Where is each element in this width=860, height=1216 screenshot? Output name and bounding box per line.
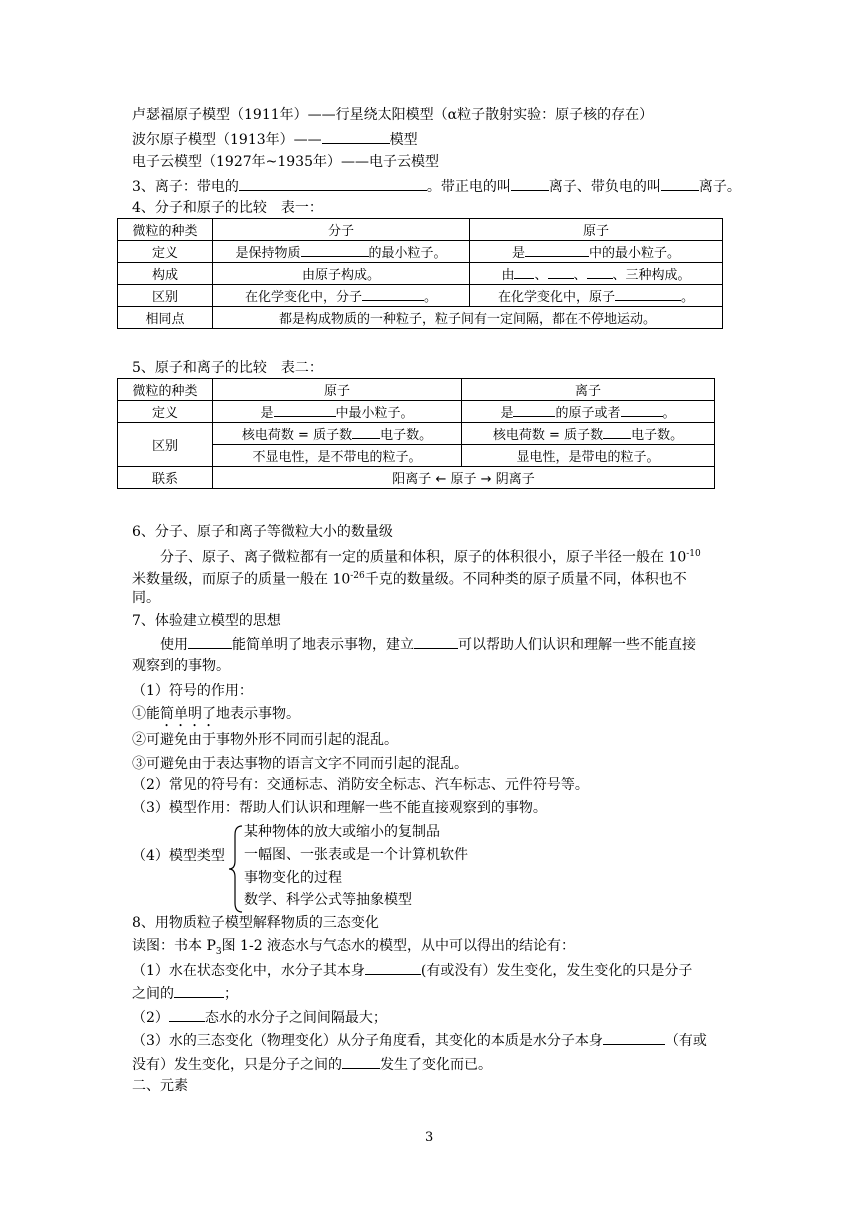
text-reading-figure: 读图：书本 $P_3$图 1-2 液态水与气态水的模型，从中可以得出的结论有： bbox=[132, 938, 576, 957]
table-cell: 阳离子 ← 原子 → 阴离子 bbox=[213, 467, 715, 489]
table-cell: 都是构成物质的一种粒子，粒子间有一定间隔，都在不停地运动。 bbox=[213, 307, 723, 329]
text-conclusion-1b: 之间的 ； bbox=[132, 983, 238, 1004]
text-model-type-3: 事物变化的过程 bbox=[244, 870, 342, 886]
brace-icon bbox=[228, 825, 244, 913]
text-conclusion-1: （1）水在状态变化中，水分子其本身 (有或没有）发生变化，发生变化的只是分子 bbox=[132, 960, 692, 981]
text-model-type-1: 某种物体的放大或缩小的复制品 bbox=[244, 824, 440, 840]
table-cell: 核电荷数 = 质子数 电子数。 bbox=[213, 423, 462, 445]
table-cell: 是 中的最小粒子。 bbox=[470, 241, 723, 263]
table-header: 原子 bbox=[213, 379, 462, 401]
table-header: 微粒的种类 bbox=[118, 379, 213, 401]
table-cell: 核电荷数 = 质子数 电子数。 bbox=[462, 423, 715, 445]
table-cell: 定义 bbox=[118, 241, 213, 263]
text-bohr-model: 波尔原子模型（1913年）—— 模型 bbox=[132, 129, 418, 150]
text-section7-p2: 观察到的事物。 bbox=[132, 658, 230, 674]
table-molecule-atom bbox=[117, 218, 723, 329]
text-model-types-label: （4）模型类型 bbox=[132, 848, 225, 864]
text-conclusion-3b: 没有）发生变化，只是分子之间的 发生了变化而已。 bbox=[132, 1054, 492, 1075]
text-symbol-function-title: （1）符号的作用： bbox=[132, 683, 253, 699]
text-section7-p1: 使用 能简单明了地表示事物，建立 可以帮助人们认识和理解一些不能直接 bbox=[160, 634, 696, 655]
page-number: 3 bbox=[425, 1130, 434, 1145]
text-section6-p3: 同。 bbox=[132, 590, 160, 606]
text-section7-title: 7、体验建立模型的思想 bbox=[132, 613, 281, 629]
table-cell: 区别 bbox=[118, 285, 213, 307]
table-header: 原子 bbox=[470, 219, 723, 241]
text-electron-cloud-model: 电子云模型（1927年~1935年）——电子云模型 bbox=[132, 154, 439, 170]
text-symbol-function-2: ②可避免由于事物外形不同而引起的混乱。 bbox=[132, 732, 398, 748]
table-cell: 相同点 bbox=[118, 307, 213, 329]
arrow-right-icon: → bbox=[480, 472, 492, 487]
table-cell: 由原子构成。 bbox=[213, 263, 470, 285]
table-header: 微粒的种类 bbox=[118, 219, 213, 241]
table-cell: 是 的原子或者 。 bbox=[462, 401, 715, 423]
table-header: 分子 bbox=[213, 219, 470, 241]
table-cell: 在化学变化中，分子 。 bbox=[213, 285, 470, 307]
text-section6-title: 6、分子、原子和离子等微粒大小的数量级 bbox=[132, 524, 393, 540]
text-section8-title: 8、用物质粒子模型解释物质的三态变化 bbox=[132, 915, 379, 931]
text-model-type-4: 数学、科学公式等抽象模型 bbox=[244, 892, 412, 908]
text-section-elements: 二、元素 bbox=[132, 1078, 188, 1094]
text-conclusion-2: （2） 态水的水分子之间间隔最大； bbox=[132, 1007, 387, 1028]
text-conclusion-3: （3）水的三态变化（物理变化）从分子角度看，其变化的本质是水分子本身 （有或 bbox=[132, 1030, 707, 1051]
text-ion-definition: 3、离子：带电的 。带正电的叫 离子、带负电的叫 离子。 bbox=[132, 176, 741, 197]
text-section6-p2: 米数量级，而原子的质量一般在 $10^{-26}$千克的数量级。不同种类的原子质量不同，体积也不 bbox=[132, 571, 687, 588]
table-cell: 由 、 、 、三种构成。 bbox=[470, 263, 723, 285]
table-cell: 不显电性，是不带电的粒子。 bbox=[213, 445, 462, 467]
text-rutherford-model: 卢瑟福原子模型（1911年）——行星绕太阳模型（α粒子散射实验：原子核的存在） bbox=[132, 107, 654, 123]
arrow-left-icon: ← bbox=[435, 472, 447, 487]
table-cell: 联系 bbox=[118, 467, 213, 489]
text-section5-title: 5、原子和离子的比较 表二： bbox=[132, 360, 323, 376]
table-cell: 定义 bbox=[118, 401, 213, 423]
table-cell: 在化学变化中，原子 。 bbox=[470, 285, 723, 307]
text-section6-p1: 分子、原子、离子微粒都有一定的质量和体积，原子的体积很小，原子半径一般在 $10^{-10}$ bbox=[160, 549, 701, 566]
text-common-symbols: （2）常见的符号有：交通标志、消防安全标志、汽车标志、元件符号等。 bbox=[132, 777, 589, 793]
text-section4-title: 4、分子和原子的比较 表一： bbox=[132, 200, 323, 216]
text-symbol-function-1: ①能简单明了地表示事物。 bbox=[132, 706, 300, 722]
table-atom-ion bbox=[117, 378, 715, 489]
text-model-function: （3）模型作用：帮助人们认识和理解一些不能直接观察到的事物。 bbox=[132, 800, 547, 816]
table-cell: 是 中最小粒子。 bbox=[213, 401, 462, 423]
text-model-type-2: 一幅图、一张表或是一个计算机软件 bbox=[244, 847, 468, 863]
table-cell: 是保持物质 的最小粒子。 bbox=[213, 241, 470, 263]
table-cell: 构成 bbox=[118, 263, 213, 285]
table-header: 离子 bbox=[462, 379, 715, 401]
text-symbol-function-3: ③可避免由于表达事物的语言文字不同而引起的混乱。 bbox=[132, 756, 468, 772]
table-cell: 区别 bbox=[118, 423, 213, 467]
table-cell: 显电性，是带电的粒子。 bbox=[462, 445, 715, 467]
